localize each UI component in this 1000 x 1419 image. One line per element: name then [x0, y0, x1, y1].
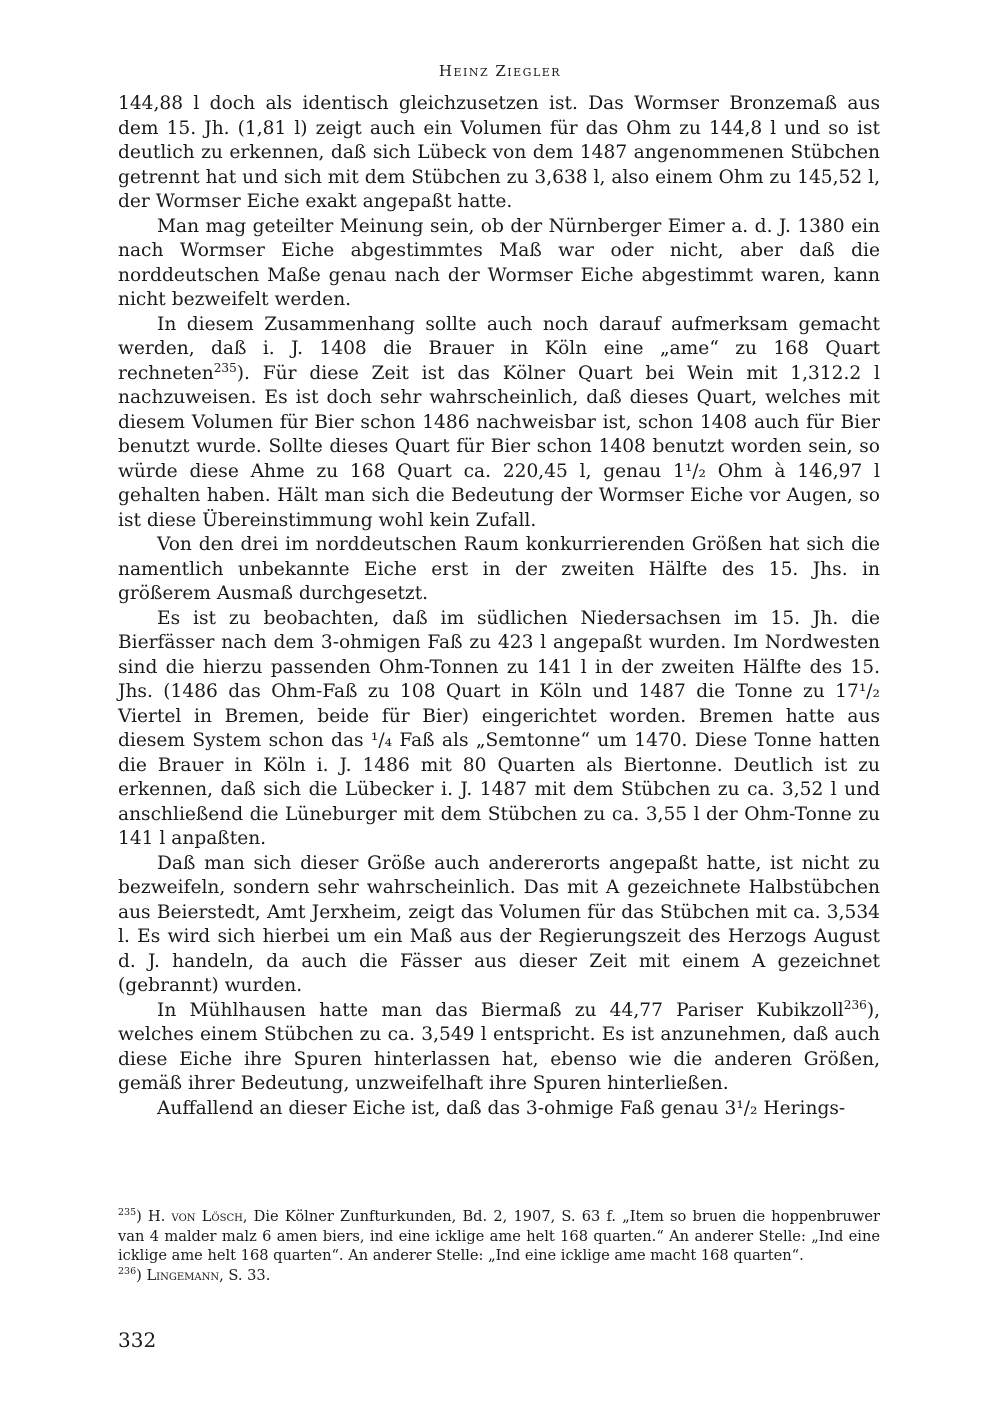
paragraph-text: In diesem Zusammenhang sollte auch noch darauf aufmerksam gemacht werden, daß i. J. 1408 die Brauer in Köln eine „ame“ zu 168 Quart rechneten	[118, 313, 880, 384]
paragraph: Auffallend an dieser Eiche ist, daß das 3-ohmige Faß genau 3¹/₂ Herings-	[157, 1097, 846, 1119]
footnote-author: H. von Lösch	[148, 1208, 243, 1225]
footnote: $^{236}$) Lingemann, S. 33.	[118, 1265, 271, 1284]
paragraph: Daß man sich dieser Größe auch andererorts angepaßt hatte, ist nicht zu bezweifeln, sondern sehr wahrscheinlich. Das mit A gezeichnete Halbstübchen aus Beierstedt, Amt Jerxheim, zeigt das Volumen für das Stübchen mit ca. 3,534 l. Es wird sich hierbei um ein Maß aus der Regierungszeit des Herzogs August d. J. handeln, da auch die Fässer aus dieser Zeit mit einem A gezeichnet (gebrannt) wurden.	[118, 852, 880, 996]
footnote-text: , S. 33.	[219, 1266, 271, 1284]
paragraph-text: Ohm à 146,97 l gehalten haben. Hält man sich die Bedeutung der Wormser Eiche vor Augen, so ist diese Übereinstimmung wohl kein Zufall.	[118, 460, 881, 531]
footnote-author: Lingemann	[146, 1266, 220, 1284]
paragraph: Von den drei im norddeutschen Raum konkurrierenden Größen hat sich die namentlich unbekannte Eiche erst in der zweiten Hälfte des 15. Jhs. in größerem Ausmaß durchgesetzt.	[118, 534, 880, 604]
footnote-reference: 235	[213, 360, 237, 375]
footnote-reference: 236	[843, 997, 867, 1012]
footnotes	[118, 1207, 880, 1285]
paragraph	[118, 313, 880, 534]
footnote-number: 236	[118, 1265, 137, 1277]
running-head: Heinz Ziegler	[438, 62, 562, 80]
paragraph-text: ), welches einem Stübchen zu ca. 3,549 l entspricht. Es ist anzunehmen, daß auch diese Eiche ihre Spuren hinterlassen hat, ebenso wie die anderen Größen, gemäß ihrer Bedeutung, unzweifelhaft ihre Spuren hinterließen.	[118, 999, 880, 1094]
fraction: 1¹/₂	[672, 460, 706, 482]
footnote-text: , Die Kölner Zunfturkunden, Bd. 2, 1907, S. 63 f. „Item so bruen die hoppenbruwer van 4 malder malz 6 amen biers, ind eine icklige ame helt 168 quarten.“ An anderer Stelle: „Ind eine icklige ame helt 168 quarten“. An anderer Stelle: „Ind eine icklige ame macht 168 quarten“.	[118, 1208, 881, 1264]
footnote-number: 235	[118, 1207, 137, 1219]
paragraph-text: In Mühlhausen hatte man das Biermaß zu 44,77 Pariser Kubikzoll	[157, 999, 844, 1021]
paragraph-text: ). Für diese Zeit ist das Kölner Quart bei Wein mit 1,312.2 l nachzuweisen. Es ist doch sehr wahrscheinlich, daß dieses Quart, welches mit diesem Volumen für Bier schon 1486 nachweisbar ist, schon 1408 auch für Bier benutzt wurde. Sollte dieses Quart für Bier schon 1408 benutzt worden sein, so würde diese Ahme zu 168 Quart ca. 220,45 l, genau	[118, 362, 880, 482]
footnote: $^{235}$) H. von Lösch, Die Kölner Zunfturkunden, Bd. 2, 1907, S. 63 f. „Item so bruen die hoppenbruwer van 4 malder malz 6 amen biers, ind eine icklige ame helt 168 quarten.“ An anderer Stelle: „Ind eine icklige ame helt 168 quarten“. An anderer Stelle: „Ind eine icklige ame macht 168 quarten“.	[118, 1207, 881, 1264]
page-number: 332	[118, 1328, 157, 1352]
main-text	[118, 92, 880, 1121]
paragraph: 144,88 l doch als identisch gleichzusetzen ist. Das Wormser Bronzemaß aus dem 15. Jh. (1,81 l) zeigt auch ein Volumen für das Ohm zu 144,8 l und so ist deutlich zu erkennen, daß sich Lübeck von dem 1487 angenommenen Stübchen getrennt hat und sich mit dem Stübchen zu 3,638 l, also einem Ohm zu 145,52 l, der Wormser Eiche exakt angepaßt hatte.	[118, 93, 880, 212]
paragraph	[118, 999, 880, 1097]
paragraph: Man mag geteilter Meinung sein, ob der Nürnberger Eimer a. d. J. 1380 ein nach Wormser Eiche abgestimmtes Maß war oder nicht, aber daß die norddeutschen Maße genau nach der Wormser Eiche abgestimmt waren, kann nicht bezweifelt werden.	[118, 215, 880, 310]
paragraph: Es ist zu beobachten, daß im südlichen Niedersachsen im 15. Jh. die Bierfässer nach dem 3-ohmigen Faß zu 423 l angepaßt wurden. Im Nordwesten sind die hierzu passenden Ohm-Tonnen zu 141 l in der zweiten Hälfte des 15. Jhs. (1486 das Ohm-Faß zu 108 Quart in Köln und 1487 die Tonne zu 17¹/₂ Viertel in Bremen, beide für Bier) eingerichtet worden. Bremen hatte aus diesem System schon das ¹/₄ Faß als „Semtonne“ um 1470. Diese Tonne hatten die Brauer in Köln i. J. 1486 mit 80 Quarten als Biertonne. Deutlich ist zu erkennen, daß sich die Lübecker i. J. 1487 mit dem Stübchen zu ca. 3,52 l und anschließend die Lüneburger mit dem Stübchen zu ca. 3,55 l der Ohm-Tonne zu 141 l anpaßten.	[118, 607, 880, 849]
